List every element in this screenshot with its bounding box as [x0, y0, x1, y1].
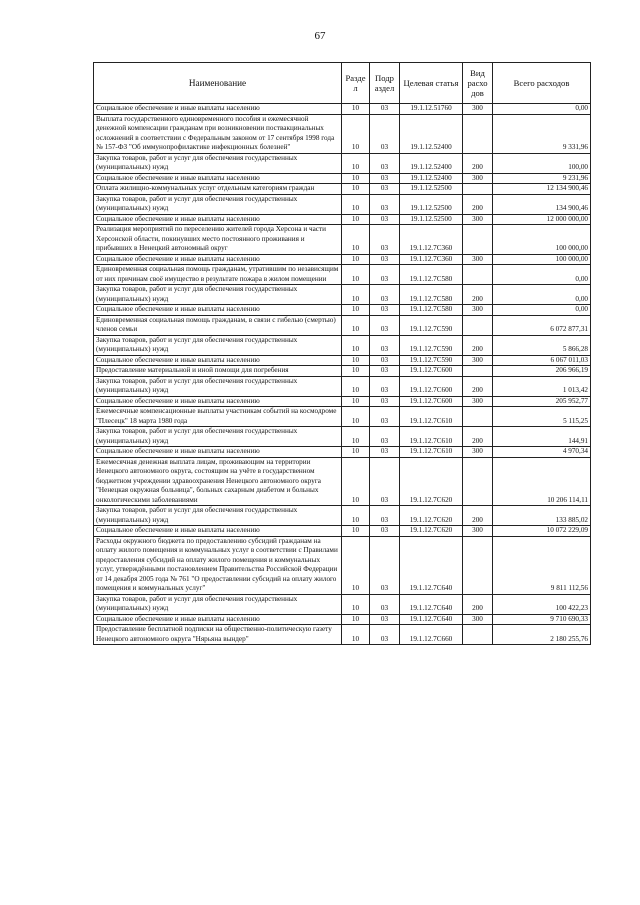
row-section: 10	[342, 355, 370, 366]
table-row	[94, 614, 591, 625]
row-section: 10	[342, 396, 370, 407]
row-target-article: 19.1.12.52400	[400, 114, 463, 153]
row-name: Оплата жилищно-коммунальных услуг отдельным категориям граждан	[94, 184, 342, 195]
row-section: 10	[342, 214, 370, 225]
row-section: 10	[342, 447, 370, 458]
table-row	[94, 594, 591, 614]
row-subsection: 03	[370, 285, 400, 305]
row-expense-type	[463, 225, 493, 255]
row-subsection: 03	[370, 355, 400, 366]
row-total: 2 180 255,76	[493, 625, 591, 645]
table-row	[94, 366, 591, 377]
row-target-article: 19.1.12.7С600	[400, 396, 463, 407]
row-total: 6 067 011,03	[493, 355, 591, 366]
row-subsection: 03	[370, 305, 400, 316]
row-name: Закупка товаров, работ и услуг для обеспечения государственных (муниципальных) нужд	[94, 427, 342, 447]
row-target-article: 19.1.12.7С610	[400, 427, 463, 447]
table-row	[94, 355, 591, 366]
row-total: 0,00	[493, 104, 591, 115]
row-name: Социальное обеспечение и иные выплаты населению	[94, 447, 342, 458]
row-name: Единовременная социальная помощь гражданам, в связи с гибелью (смертью) членов семьи	[94, 315, 342, 335]
table-row	[94, 376, 591, 396]
row-total: 5 115,25	[493, 407, 591, 427]
row-section: 10	[342, 173, 370, 184]
row-target-article: 19.1.12.7С610	[400, 447, 463, 458]
row-name: Социальное обеспечение и иные выплаты населению	[94, 526, 342, 537]
row-target-article: 19.1.12.7С620	[400, 506, 463, 526]
row-section: 10	[342, 254, 370, 265]
row-subsection: 03	[370, 407, 400, 427]
row-target-article: 19.1.12.7С580	[400, 305, 463, 316]
row-total: 12 134 900,46	[493, 184, 591, 195]
table-row	[94, 335, 591, 355]
row-total: 10 072 229,09	[493, 526, 591, 537]
row-subsection: 03	[370, 194, 400, 214]
row-section: 10	[342, 114, 370, 153]
row-target-article: 19.1.12.7С580	[400, 265, 463, 285]
row-total: 0,00	[493, 305, 591, 316]
table-row	[94, 285, 591, 305]
row-expense-type	[463, 536, 493, 594]
row-target-article: 19.1.12.7С640	[400, 536, 463, 594]
row-name: Закупка товаров, работ и услуг для обеспечения государственных (муниципальных) нужд	[94, 285, 342, 305]
row-subsection: 03	[370, 254, 400, 265]
row-subsection: 03	[370, 214, 400, 225]
row-subsection: 03	[370, 265, 400, 285]
row-total: 134 900,46	[493, 194, 591, 214]
row-name: Социальное обеспечение и иные выплаты населению	[94, 254, 342, 265]
row-target-article: 19.1.12.52500	[400, 194, 463, 214]
row-name: Социальное обеспечение и иные выплаты населению	[94, 355, 342, 366]
table-row	[94, 153, 591, 173]
row-expense-type: 200	[463, 376, 493, 396]
row-name: Социальное обеспечение и иные выплаты населению	[94, 305, 342, 316]
row-target-article: 19.1.12.7С660	[400, 625, 463, 645]
row-total: 100 000,00	[493, 225, 591, 255]
row-subsection: 03	[370, 173, 400, 184]
row-expense-type	[463, 315, 493, 335]
row-total: 4 970,34	[493, 447, 591, 458]
row-target-article: 19.1.12.7С360	[400, 254, 463, 265]
row-target-article: 19.1.12.7С590	[400, 315, 463, 335]
row-target-article: 19.1.12.7С590	[400, 355, 463, 366]
row-target-article: 19.1.12.7С590	[400, 335, 463, 355]
row-expense-type: 200	[463, 153, 493, 173]
row-section: 10	[342, 153, 370, 173]
row-total: 12 000 000,00	[493, 214, 591, 225]
row-name: Ежемесячная денежная выплата лицам, проживающим на территории Ненецкого автономного округа, состоящим на учёте в государственном бюджетном учреждении здравоохранения Ненецкого автономного округа "Ненецкая окружная больница", больных сахарным диабетом и больных онкологическими заболеваниями	[94, 457, 342, 506]
table-row	[94, 506, 591, 526]
row-name: Реализация мероприятий по переселению жителей города Херсона и части Херсонской области, покинувших место постоянного проживания и прибывших в Ненецкий автономный округ	[94, 225, 342, 255]
row-name: Социальное обеспечение и иные выплаты населению	[94, 104, 342, 115]
row-name: Закупка товаров, работ и услуг для обеспечения государственных (муниципальных) нужд	[94, 194, 342, 214]
row-target-article: 19.1.12.7С600	[400, 376, 463, 396]
table-row	[94, 114, 591, 153]
row-target-article: 19.1.12.7С610	[400, 407, 463, 427]
row-subsection: 03	[370, 625, 400, 645]
row-subsection: 03	[370, 153, 400, 173]
row-name: Предоставление бесплатной подписки на общественно-политическую газету Ненецкого автономного округа "Нярьяна вындер"	[94, 625, 342, 645]
row-target-article: 19.1.12.52500	[400, 214, 463, 225]
row-expense-type: 200	[463, 285, 493, 305]
row-expense-type	[463, 407, 493, 427]
row-section: 10	[342, 366, 370, 377]
row-name: Закупка товаров, работ и услуг для обеспечения государственных (муниципальных) нужд	[94, 506, 342, 526]
row-total: 205 952,77	[493, 396, 591, 407]
row-section: 10	[342, 376, 370, 396]
row-subsection: 03	[370, 427, 400, 447]
row-total: 10 206 114,11	[493, 457, 591, 506]
row-section: 10	[342, 506, 370, 526]
row-target-article: 19.1.12.52500	[400, 184, 463, 195]
row-expense-type: 300	[463, 396, 493, 407]
row-expense-type: 200	[463, 194, 493, 214]
row-section: 10	[342, 305, 370, 316]
row-expense-type	[463, 366, 493, 377]
row-name: Социальное обеспечение и иные выплаты населению	[94, 173, 342, 184]
row-subsection: 03	[370, 376, 400, 396]
row-expense-type: 300	[463, 614, 493, 625]
table-row	[94, 194, 591, 214]
row-section: 10	[342, 104, 370, 115]
row-subsection: 03	[370, 614, 400, 625]
row-target-article: 19.1.12.7С360	[400, 225, 463, 255]
row-expense-type: 200	[463, 427, 493, 447]
row-subsection: 03	[370, 335, 400, 355]
row-subsection: 03	[370, 184, 400, 195]
row-expense-type: 300	[463, 254, 493, 265]
row-expense-type: 300	[463, 214, 493, 225]
header-total-expenses: Всего расходов	[493, 63, 591, 104]
row-total: 0,00	[493, 285, 591, 305]
row-expense-type: 300	[463, 447, 493, 458]
table-row	[94, 184, 591, 195]
table-row	[94, 625, 591, 645]
table-row	[94, 457, 591, 506]
row-target-article: 19.1.12.7С640	[400, 614, 463, 625]
row-section: 10	[342, 407, 370, 427]
table-row	[94, 315, 591, 335]
row-total: 206 966,19	[493, 366, 591, 377]
row-total: 100,00	[493, 153, 591, 173]
row-total: 133 885,02	[493, 506, 591, 526]
row-subsection: 03	[370, 114, 400, 153]
row-expense-type	[463, 114, 493, 153]
header-name: Наименование	[94, 63, 342, 104]
table-row	[94, 225, 591, 255]
row-total: 6 072 877,31	[493, 315, 591, 335]
header-expense-type: Вид расхо дов	[463, 63, 493, 104]
row-expense-type: 300	[463, 104, 493, 115]
row-section: 10	[342, 526, 370, 537]
row-section: 10	[342, 457, 370, 506]
table-row	[94, 265, 591, 285]
row-subsection: 03	[370, 366, 400, 377]
table-row	[94, 396, 591, 407]
row-name: Закупка товаров, работ и услуг для обеспечения государственных (муниципальных) нужд	[94, 153, 342, 173]
row-expense-type	[463, 457, 493, 506]
row-total: 9 811 112,56	[493, 536, 591, 594]
table-row	[94, 104, 591, 115]
row-target-article: 19.1.12.7С620	[400, 457, 463, 506]
table-row	[94, 214, 591, 225]
row-expense-type	[463, 265, 493, 285]
row-section: 10	[342, 184, 370, 195]
row-total: 144,91	[493, 427, 591, 447]
table-header-row	[94, 63, 591, 104]
row-name: Социальное обеспечение и иные выплаты населению	[94, 396, 342, 407]
row-expense-type	[463, 625, 493, 645]
row-target-article: 19.1.12.52400	[400, 153, 463, 173]
row-section: 10	[342, 285, 370, 305]
row-total: 0,00	[493, 265, 591, 285]
table-row	[94, 447, 591, 458]
row-target-article: 19.1.12.51760	[400, 104, 463, 115]
row-total: 9 331,96	[493, 114, 591, 153]
row-target-article: 19.1.12.7С640	[400, 594, 463, 614]
row-total: 5 866,28	[493, 335, 591, 355]
table-row	[94, 407, 591, 427]
table-row	[94, 254, 591, 265]
table-row	[94, 305, 591, 316]
row-subsection: 03	[370, 457, 400, 506]
row-subsection: 03	[370, 104, 400, 115]
row-subsection: 03	[370, 225, 400, 255]
row-name: Закупка товаров, работ и услуг для обеспечения государственных (муниципальных) нужд	[94, 335, 342, 355]
row-section: 10	[342, 225, 370, 255]
table-row	[94, 173, 591, 184]
row-section: 10	[342, 625, 370, 645]
row-total: 100 000,00	[493, 254, 591, 265]
row-name: Расходы окружного бюджета по предоставлению субсидий гражданам на оплату жилого помещения и коммунальных услуг в соответствии с Правилами предоставления субсидий на оплату жилого помещения и коммунальных услуг, утверждёнными постановлением Правительства Российской Федерации от 14 декабря 2005 года № 761 "О предоставлении субсидий на оплату жилого помещения и коммунальных услуг"	[94, 536, 342, 594]
row-name: Предоставление материальной и иной помощи для погребения	[94, 366, 342, 377]
header-section: Разде л	[342, 63, 370, 104]
budget-expenses-table	[93, 62, 591, 645]
row-name: Ежемесячные компенсационные выплаты участникам событий на космодроме "Плесецк" 18 марта 1980 года	[94, 407, 342, 427]
row-total: 1 013,42	[493, 376, 591, 396]
row-subsection: 03	[370, 396, 400, 407]
row-target-article: 19.1.12.7С620	[400, 526, 463, 537]
row-section: 10	[342, 594, 370, 614]
table-body	[94, 104, 591, 645]
row-section: 10	[342, 194, 370, 214]
row-subsection: 03	[370, 506, 400, 526]
row-expense-type: 300	[463, 305, 493, 316]
row-subsection: 03	[370, 536, 400, 594]
row-total: 9 710 690,33	[493, 614, 591, 625]
row-target-article: 19.1.12.7С600	[400, 366, 463, 377]
row-section: 10	[342, 614, 370, 625]
row-expense-type: 200	[463, 594, 493, 614]
row-expense-type: 200	[463, 506, 493, 526]
row-name: Социальное обеспечение и иные выплаты населению	[94, 214, 342, 225]
row-expense-type	[463, 184, 493, 195]
row-section: 10	[342, 315, 370, 335]
row-total: 100 422,23	[493, 594, 591, 614]
row-target-article: 19.1.12.7С580	[400, 285, 463, 305]
row-section: 10	[342, 265, 370, 285]
row-expense-type: 300	[463, 355, 493, 366]
row-total: 9 231,96	[493, 173, 591, 184]
row-section: 10	[342, 536, 370, 594]
row-expense-type: 200	[463, 335, 493, 355]
row-subsection: 03	[370, 447, 400, 458]
row-subsection: 03	[370, 315, 400, 335]
page-number: 67	[314, 30, 326, 42]
table-row	[94, 536, 591, 594]
row-name: Единовременная социальная помощь гражданам, утратившим по независящим от них причинам своё имущество в результате пожара в жилом помещении	[94, 265, 342, 285]
row-target-article: 19.1.12.52400	[400, 173, 463, 184]
row-subsection: 03	[370, 594, 400, 614]
table-row	[94, 526, 591, 537]
row-name: Закупка товаров, работ и услуг для обеспечения государственных (муниципальных) нужд	[94, 594, 342, 614]
header-target-article: Целевая статья	[400, 63, 463, 104]
row-subsection: 03	[370, 526, 400, 537]
row-name: Закупка товаров, работ и услуг для обеспечения государственных (муниципальных) нужд	[94, 376, 342, 396]
row-section: 10	[342, 427, 370, 447]
header-subsection: Подр аздел	[370, 63, 400, 104]
row-name: Социальное обеспечение и иные выплаты населению	[94, 614, 342, 625]
row-section: 10	[342, 335, 370, 355]
table-row	[94, 427, 591, 447]
row-expense-type: 300	[463, 526, 493, 537]
row-name: Выплата государственного единовременного пособия и ежемесячной денежной компенсации гражданам при возникновении поствакцинальных осложнений в соответствии с Федеральным законом от 17 сентября 1998 года № 157-ФЗ "Об иммунопрофилактике инфекционных болезней"	[94, 114, 342, 153]
row-expense-type: 300	[463, 173, 493, 184]
